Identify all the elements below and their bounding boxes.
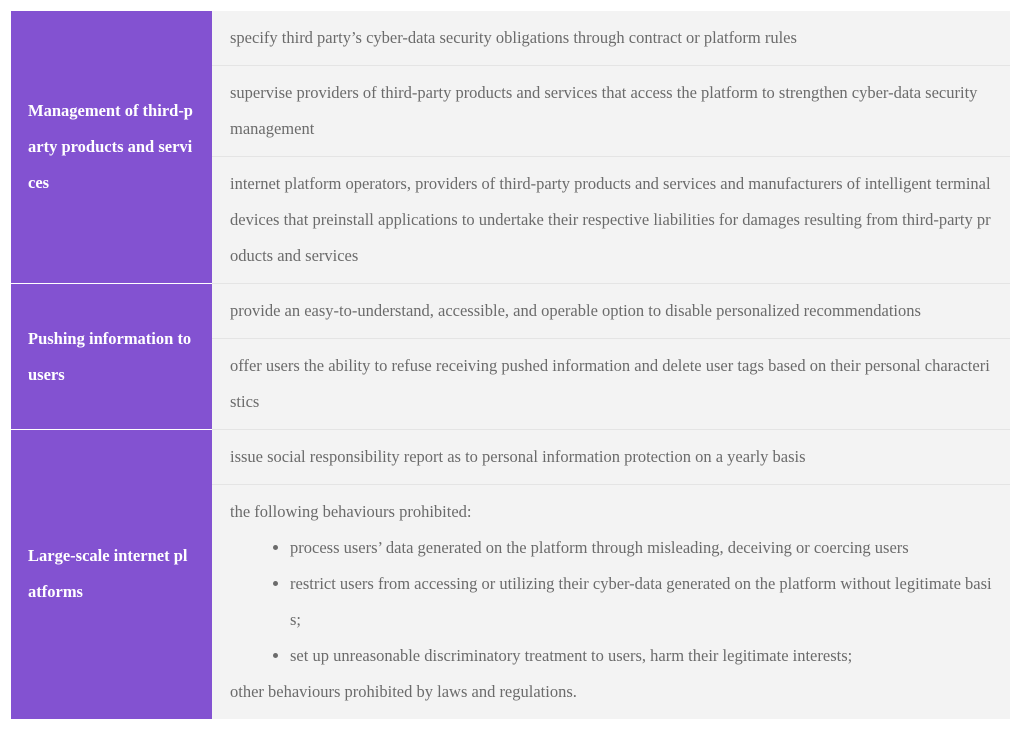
table-row bbox=[11, 284, 1010, 339]
list-item: • set up unreasonable discriminatory treatment to users, harm their legitimate interests; bbox=[290, 638, 993, 674]
requirement-cell: provide an easy-to-understand, accessible, and operable option to disable personalized recommendations bbox=[212, 284, 1010, 339]
table-row bbox=[11, 430, 1010, 485]
table-row bbox=[11, 11, 1010, 66]
category-pushing-information: Pushing information to users bbox=[11, 284, 212, 430]
list-item: • process users’ data generated on the platform through misleading, deceiving or coercing users bbox=[290, 530, 993, 566]
category-third-party: Management of third-party products and services bbox=[11, 11, 212, 284]
prohibited-list bbox=[230, 530, 993, 674]
requirement-cell: offer users the ability to refuse receiving pushed information and delete user tags based on their personal characteristics bbox=[212, 339, 1010, 430]
category-large-platforms: Large-scale internet platforms bbox=[11, 430, 212, 720]
prohibited-outro: other behaviours prohibited by laws and regulations. bbox=[230, 682, 577, 701]
requirement-cell: supervise providers of third-party products and services that access the platform to strengthen cyber-data security management bbox=[212, 66, 1010, 157]
obligations-table bbox=[11, 11, 1010, 720]
requirement-cell: specify third party’s cyber-data security obligations through contract or platform rules bbox=[212, 11, 1010, 66]
prohibited-intro: the following behaviours prohibited: bbox=[230, 502, 472, 521]
requirement-cell: issue social responsibility report as to personal information protection on a yearly basis bbox=[212, 430, 1010, 485]
requirement-cell: internet platform operators, providers of third-party products and services and manufacturers of intelligent terminal devices that preinstall applications to undertake their respective liabilities for damages resulting from third-party products and services bbox=[212, 157, 1010, 284]
prohibited-behaviours-cell bbox=[212, 485, 1010, 720]
list-item: • restrict users from accessing or utilizing their cyber-data generated on the platform without legitimate basis; bbox=[290, 566, 993, 638]
